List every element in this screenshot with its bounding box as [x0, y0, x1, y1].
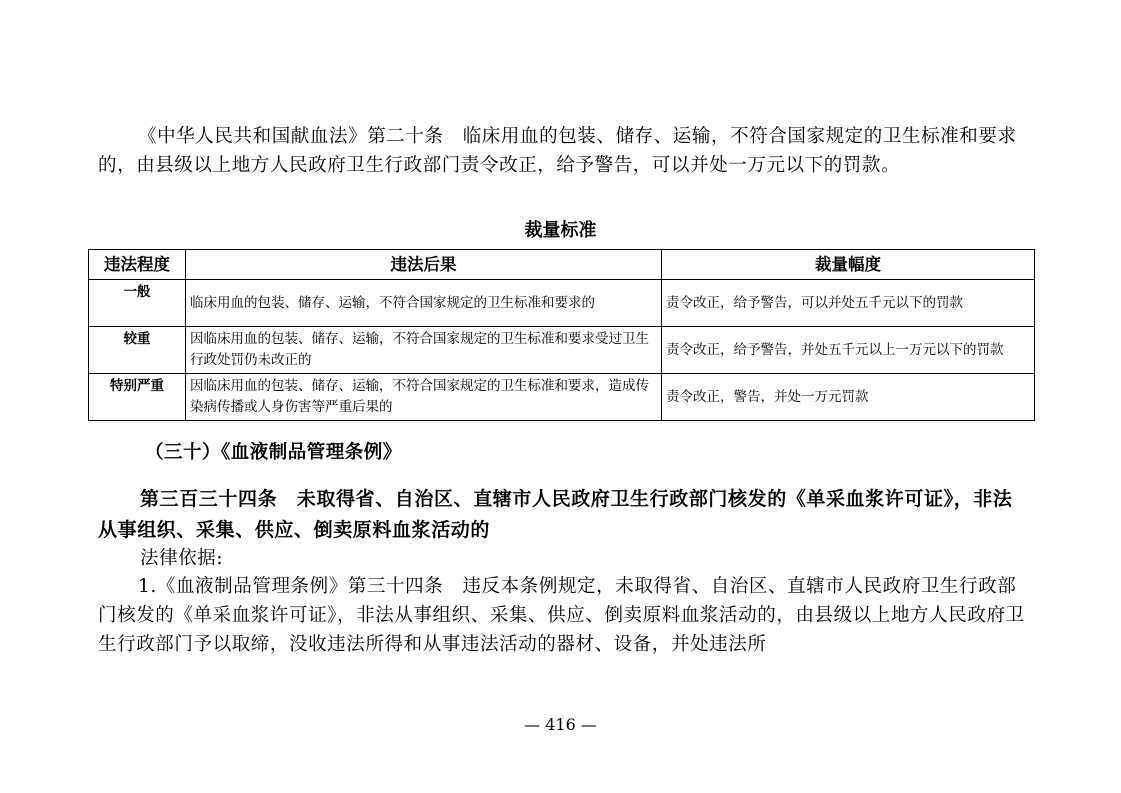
page-number: — 416 —: [524, 715, 597, 734]
table-row: [89, 327, 1035, 374]
intro-paragraph: 《中华人民共和国献血法》第二十条 临床用血的包装、储存、运输，不符合国家规定的卫生标准和要求的，由县级以上地方人民政府卫生行政部门责令改正，给予警告，可以并处一万元以下的罚款。: [98, 126, 1017, 176]
range-cell: 责令改正，给予警告，并处五千元以上一万元以下的罚款: [662, 327, 1035, 374]
legal-basis-label: 法律依据:: [140, 548, 224, 569]
article-heading: 第三百三十四条 未取得省、自治区、直辖市人民政府卫生行政部门核发的《单采血浆许可证》，非法从事组织、采集、供应、倒卖原料血浆活动的: [98, 488, 1013, 541]
degree-cell: 特别严重: [89, 374, 186, 421]
consequence-cell: 临床用血的包装、储存、运输，不符合国家规定的卫生标准和要求的: [186, 280, 662, 327]
range-cell: 责令改正，给予警告，可以并处五千元以下的罚款: [662, 280, 1035, 327]
range-cell: 责令改正，警告，并处一万元罚款: [662, 374, 1035, 421]
table-header-row: [89, 250, 1035, 280]
discretion-standard-table: [88, 249, 1035, 421]
section-heading: （三十）《血液制品管理条例》: [145, 442, 402, 463]
legal-basis-paragraph: 1.《血液制品管理条例》第三十四条 违反本条例规定，未取得省、自治区、直辖市人民政府卫生行政部门核发的《单采血浆许可证》，非法从事组织、采集、供应、倒卖原料血浆活动的，由县级以上地方人民政府卫生行政部门予以取缔，没收违法所得和从事违法活动的器材、设备，并处违法所: [98, 576, 1025, 655]
table-title: 裁量标准: [524, 220, 597, 241]
column-header-consequence: 违法后果: [186, 250, 662, 280]
column-header-range: 裁量幅度: [662, 250, 1035, 280]
degree-cell: 一般: [89, 280, 186, 327]
degree-cell: 较重: [89, 327, 186, 374]
table-row: [89, 374, 1035, 421]
consequence-cell: 因临床用血的包装、储存、运输，不符合国家规定的卫生标准和要求受过卫生行政处罚仍未改正的: [186, 327, 662, 374]
table-row: [89, 280, 1035, 327]
consequence-cell: 因临床用血的包装、储存、运输，不符合国家规定的卫生标准和要求，造成传染病传播或人身伤害等严重后果的: [186, 374, 662, 421]
column-header-degree: 违法程度: [89, 250, 186, 280]
